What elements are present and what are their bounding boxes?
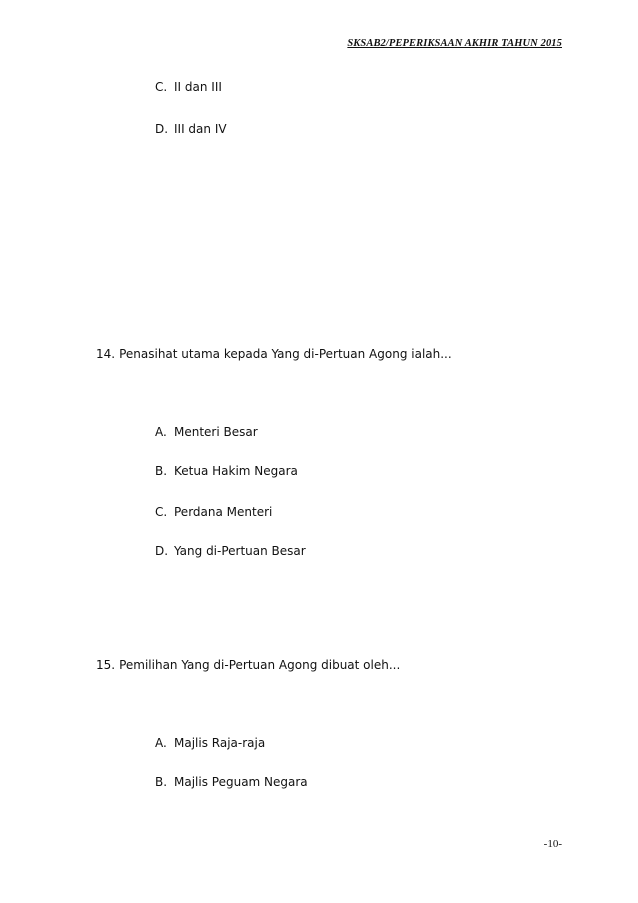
question-text: Pemilihan Yang di-Pertuan Agong dibuat oleh... — [119, 658, 401, 672]
question-number: 15. — [96, 658, 116, 672]
q14-option-c — [155, 505, 272, 519]
option-text: Majlis Raja-raja — [174, 736, 266, 750]
prev-option-d — [155, 122, 227, 136]
page-number: -10- — [543, 838, 562, 850]
q14-option-d — [155, 544, 306, 558]
option-letter: A. — [155, 736, 167, 750]
option-text: Ketua Hakim Negara — [174, 464, 298, 478]
option-letter: C. — [155, 505, 168, 519]
prev-option-c — [155, 80, 222, 94]
q15-option-a — [155, 736, 265, 750]
question-15 — [96, 658, 400, 672]
option-text: Majlis Peguam Negara — [174, 775, 308, 789]
option-text: Menteri Besar — [174, 425, 258, 439]
option-letter: C. — [155, 80, 168, 94]
option-letter: D. — [155, 544, 169, 558]
q14-option-b — [155, 464, 298, 478]
q14-option-a — [155, 425, 258, 439]
option-letter: B. — [155, 775, 168, 789]
option-text: Perdana Menteri — [174, 505, 273, 519]
option-letter: B. — [155, 464, 168, 478]
question-number: 14. — [96, 347, 116, 361]
question-text: Penasihat utama kepada Yang di-Pertuan Agong ialah... — [119, 347, 452, 361]
q15-option-b — [155, 775, 308, 789]
option-text: Yang di-Pertuan Besar — [174, 544, 306, 558]
option-text: III dan IV — [174, 122, 227, 136]
option-text: II dan III — [174, 80, 222, 94]
question-14 — [96, 347, 452, 361]
page-header: SKSAB2/PEPERIKSAAN AKHIR TAHUN 2015 — [347, 38, 562, 49]
option-letter: A. — [155, 425, 167, 439]
option-letter: D. — [155, 122, 169, 136]
